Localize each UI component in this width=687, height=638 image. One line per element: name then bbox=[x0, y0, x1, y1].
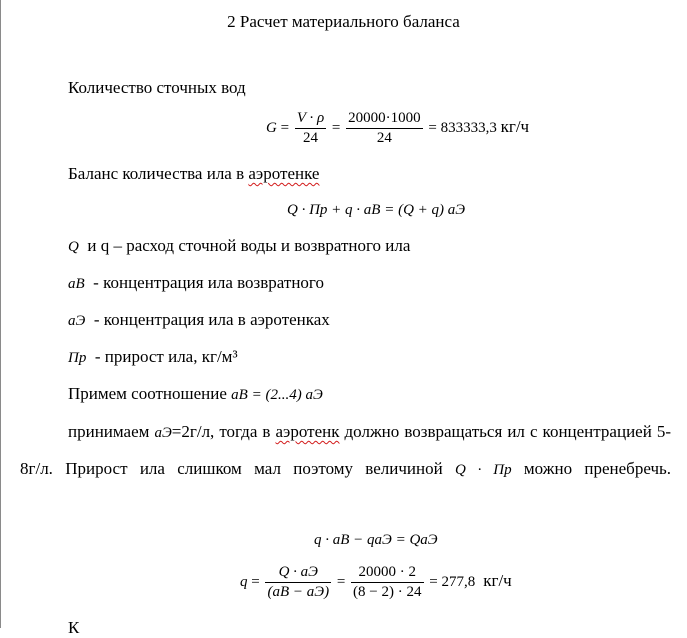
formula-q2-frac2-den: (8 − 2) · 24 bbox=[353, 584, 422, 600]
formula-q2: q = $\frac{Q \cdot aЭ}{(aВ - aЭ)}$ = $\frac{20000 \cdot 2}{(8 - 2) \cdot 24}$ = 277,8 кг/ч bbox=[240, 564, 512, 600]
formula-q2-unit: кг/ч bbox=[483, 570, 512, 590]
ratio-label: Примем соотношение bbox=[68, 384, 227, 403]
balance-formula bbox=[287, 202, 465, 219]
definition-row bbox=[68, 273, 324, 293]
formula-q2-frac1 bbox=[265, 563, 331, 602]
paragraph-part3: должно возвращаться ил с концентрацией 5-8г/л. Прирост ила слишком мал поэтому величиной bbox=[20, 422, 672, 478]
section-title bbox=[0, 12, 687, 32]
formula-q1 bbox=[314, 532, 438, 549]
definition-row bbox=[68, 310, 330, 330]
definition-text: - прирост ила, кг/м³ bbox=[94, 347, 238, 366]
formula-g-lhs: G bbox=[266, 119, 277, 136]
definition-symbol: Q bbox=[68, 239, 79, 255]
formula-q1-text: q · aВ − qaЭ = QaЭ bbox=[314, 532, 438, 548]
paragraph-part1: принимаем bbox=[68, 422, 150, 441]
definition-text: - концентрация ила возвратного bbox=[93, 273, 324, 292]
formula-g-frac2-num: 20000·1000 bbox=[346, 109, 423, 129]
formula-g-frac2 bbox=[346, 109, 423, 148]
definition-row bbox=[68, 347, 238, 367]
definition-text: - концентрация ила в аэротенках bbox=[93, 310, 330, 329]
paragraph-symbol: aЭ bbox=[154, 425, 172, 441]
paragraph bbox=[20, 414, 671, 488]
heading-wastewater-text: Количество сточных вод bbox=[68, 78, 246, 97]
paragraph-part2: =2г/л, тогда в bbox=[171, 422, 271, 441]
paragraph-symbol2: Q · Пр bbox=[455, 462, 512, 478]
spellcheck-word-aerotenke: аэротенке bbox=[248, 164, 320, 183]
formula-g-frac1-num: V · ρ bbox=[295, 109, 326, 129]
definition-symbol: aЭ bbox=[68, 313, 86, 329]
heading-sludge-balance-text: Баланс количества ила в bbox=[68, 164, 245, 183]
formula-q2-lhs: q bbox=[240, 573, 248, 590]
balance-formula-text: Q · Пр + q · aВ = (Q + q) aЭ bbox=[287, 202, 466, 218]
definition-text: и q – расход сточной воды и возвратного ила bbox=[87, 236, 411, 255]
definition-symbol: aВ bbox=[68, 276, 85, 292]
formula-g-frac1-den: 24 bbox=[302, 130, 318, 146]
formula-q2-frac2-num: 20000 · 2 bbox=[351, 563, 423, 583]
formula-g-unit: кг/ч bbox=[500, 116, 530, 136]
formula-q2-frac2 bbox=[351, 563, 423, 602]
spellcheck-word-aerotenk: аэротенк bbox=[275, 422, 340, 441]
heading-sludge-balance bbox=[68, 164, 319, 184]
cutoff-text: К bbox=[68, 618, 80, 637]
definition-row bbox=[68, 236, 410, 256]
formula-q2-frac1-den: (aВ − aЭ) bbox=[267, 584, 330, 600]
formula-g-frac1 bbox=[295, 109, 326, 148]
section-title-text: 2 Расчет материального баланса bbox=[227, 12, 460, 31]
ratio-line bbox=[68, 384, 323, 404]
formula-q2-result: = 277,8 bbox=[429, 573, 476, 590]
formula-g-result: = 833333,3 bbox=[428, 119, 497, 136]
heading-wastewater bbox=[68, 78, 246, 98]
formula-g-frac2-den: 24 bbox=[376, 130, 392, 146]
ratio-formula: aВ = (2...4) aЭ bbox=[231, 387, 323, 403]
cutoff-line bbox=[68, 618, 79, 638]
definition-symbol: Пр bbox=[68, 350, 87, 366]
paragraph-line-1 bbox=[20, 414, 671, 488]
paragraph-part4: можно пренебречь. bbox=[523, 459, 671, 478]
formula-q2-frac1-num: Q · aЭ bbox=[265, 563, 331, 583]
page-left-border bbox=[0, 0, 1, 628]
formula-g: G = $\frac{V \cdot \rho}{24}$ = $\frac{20000\cdot 1000}{24}$ = 833333,3 кг/ч bbox=[266, 110, 530, 146]
